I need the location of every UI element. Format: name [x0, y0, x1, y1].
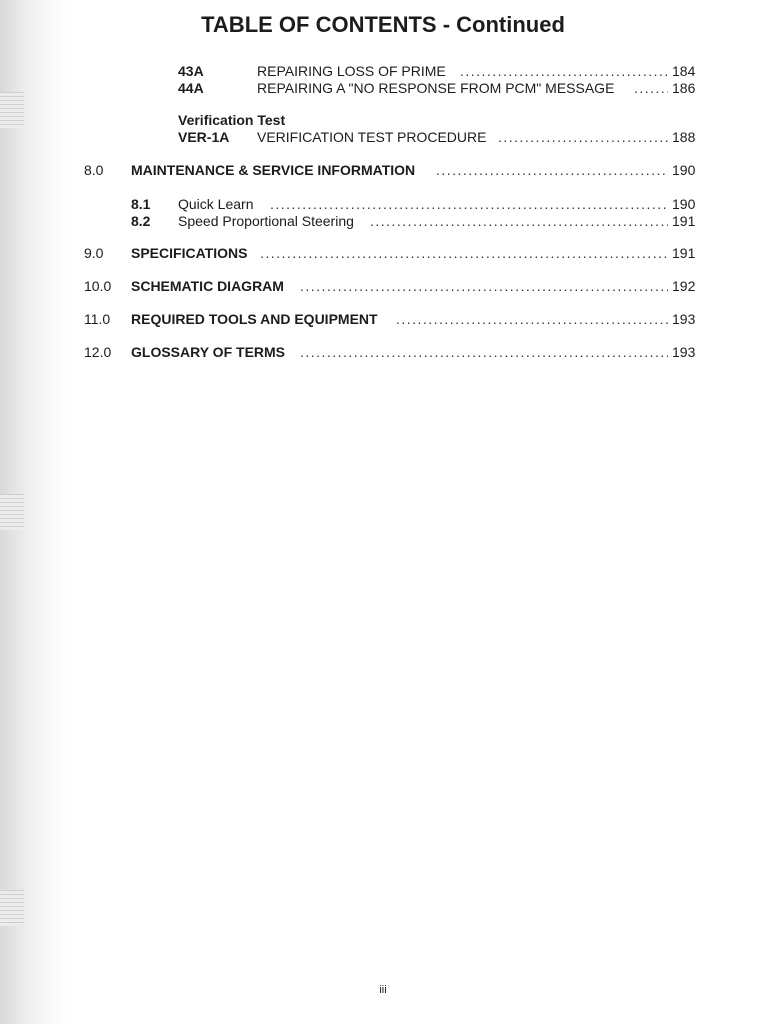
footer-page-number: iii: [379, 984, 387, 996]
toc-section-10-0: [0, 277, 766, 295]
toc-entry-code: VER-1A: [178, 129, 230, 145]
toc-section-page: 192: [672, 278, 696, 294]
toc-section-page: 193: [672, 311, 696, 327]
toc-section-page: 191: [672, 245, 696, 261]
toc-section-number: 11.0: [84, 311, 111, 327]
verification-heading: Verification Test: [178, 112, 286, 128]
dot-leader: [300, 277, 668, 295]
binding-mark: [0, 494, 24, 530]
toc-entry-page: 188: [672, 129, 696, 145]
toc-subsection-label: Speed Proportional Steering: [178, 213, 354, 229]
toc-section-number: 10.0: [84, 278, 112, 294]
toc-section-11-0: [0, 310, 766, 328]
dot-leader: [370, 212, 668, 230]
dot-leader: [436, 161, 668, 179]
dot-leader: [498, 128, 668, 146]
toc-section-9-0: [0, 244, 766, 262]
toc-entry-label: VERIFICATION TEST PROCEDURE: [257, 129, 487, 145]
toc-subsection-8-2: [0, 212, 766, 230]
toc-section-8-0: [0, 161, 766, 179]
toc-section-number: 12.0: [84, 344, 112, 360]
dot-leader: [260, 244, 668, 262]
toc-subsection-number: 8.1: [131, 196, 151, 212]
toc-subsection-number: 8.2: [131, 213, 151, 229]
dot-leader: [300, 343, 668, 361]
toc-entry-ver-1a: [0, 128, 766, 146]
toc-subsection-8-1: [0, 195, 766, 213]
toc-entry-43a: [0, 62, 766, 80]
toc-section-page: 190: [672, 162, 696, 178]
toc-entry-label: REPAIRING A "NO RESPONSE FROM PCM" MESSAGE: [257, 80, 615, 96]
dot-leader: [460, 62, 668, 80]
toc-entry-page: 186: [672, 80, 696, 96]
toc-entry-label: REPAIRING LOSS OF PRIME: [257, 63, 446, 79]
page-title: TABLE OF CONTENTS - Continued: [201, 12, 565, 37]
toc-entry-code: 43A: [178, 63, 204, 79]
toc-section-label: MAINTENANCE & SERVICE INFORMATION: [131, 162, 416, 178]
toc-section-label: SPECIFICATIONS: [131, 245, 248, 261]
toc-subsection-page: 190: [672, 196, 696, 212]
toc-section-number: 8.0: [84, 162, 104, 178]
toc-subsection-page: 191: [672, 213, 696, 229]
dot-leader: [634, 79, 668, 97]
binding-mark: [0, 92, 24, 128]
toc-entry-44a: [0, 79, 766, 97]
toc-section-12-0: [0, 343, 766, 361]
toc-entry-page: 184: [672, 63, 696, 79]
dot-leader: [270, 195, 668, 213]
dot-leader: [396, 310, 668, 328]
toc-entry-code: 44A: [178, 80, 204, 96]
toc-section-label: SCHEMATIC DIAGRAM: [131, 278, 284, 294]
toc-subsection-label: Quick Learn: [178, 196, 254, 212]
toc-section-label: REQUIRED TOOLS AND EQUIPMENT: [131, 311, 378, 327]
binding-mark: [0, 890, 24, 926]
toc-section-page: 193: [672, 344, 696, 360]
toc-section-label: GLOSSARY OF TERMS: [131, 344, 286, 360]
toc-section-number: 9.0: [84, 245, 104, 261]
